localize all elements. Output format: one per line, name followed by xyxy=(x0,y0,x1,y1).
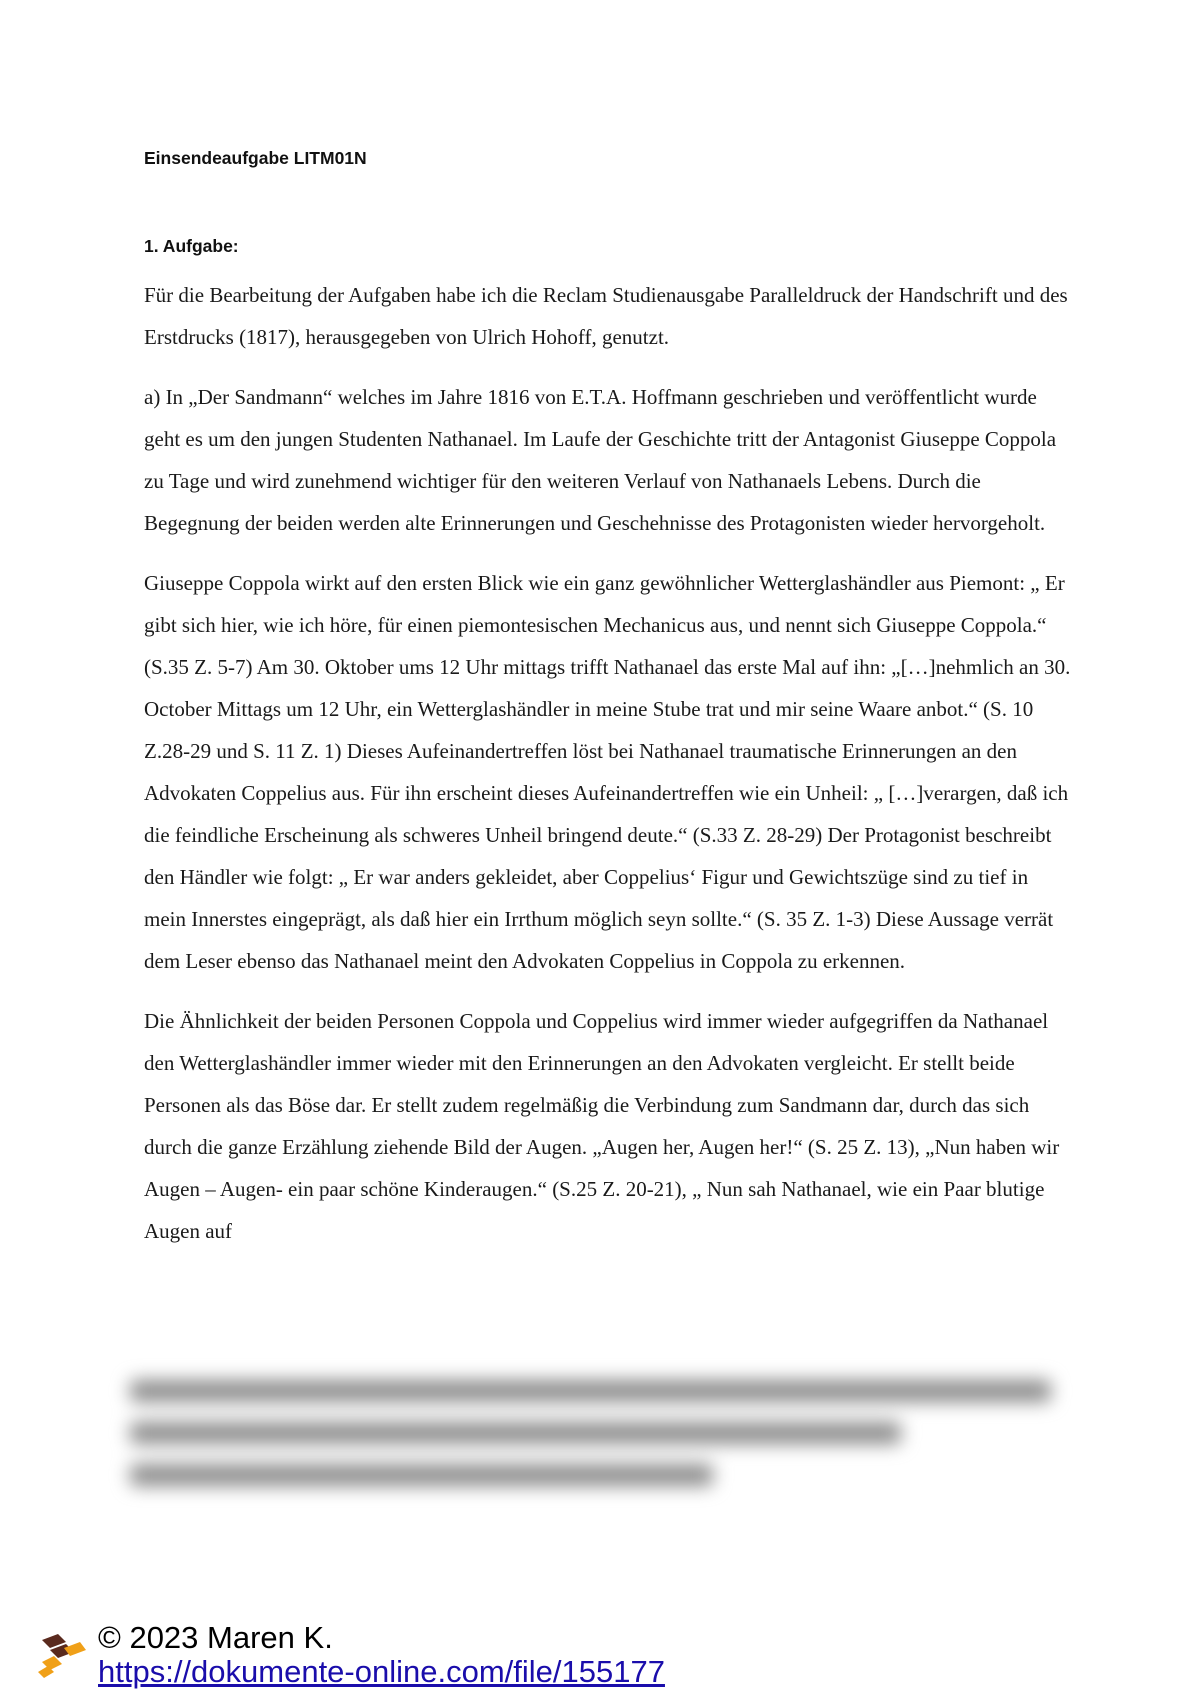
copyright-text: © 2023 Maren K. xyxy=(98,1620,333,1655)
dokumente-online-logo-icon xyxy=(36,1630,86,1680)
section-heading: 1. Aufgabe: xyxy=(144,236,239,256)
paragraph-intro: Für die Bearbeitung der Aufgaben habe ich die Reclam Studienausgabe Paralleldruck der Handschrift und des Erstdrucks (1817), herausgegeben von Ulrich Hohoff, genutzt. xyxy=(144,283,1068,349)
document-title: Einsendeaufgabe LITM01N xyxy=(144,148,367,168)
source-link[interactable]: https://dokumente-online.com/file/155177 xyxy=(98,1654,665,1689)
blurred-line xyxy=(130,1422,901,1444)
blurred-line xyxy=(130,1380,1051,1402)
footer xyxy=(36,1620,776,1696)
document-body xyxy=(144,274,1072,1367)
paragraph-coppola: Giuseppe Coppola wirkt auf den ersten Blick wie ein ganz gewöhnlicher Wetterglashändler aus Piemont: „ Er gibt sich hier, wie ich höre, für einen piemontesischen Mechanicus aus, und nennt sich Giuseppe Coppola.“ (S.35 Z. 5-7) Am 30. Oktober ums 12 Uhr mittags trifft Nathanael das erste Mal auf ihn: „[…]nehmlich an 30. October Mittags um 12 Uhr, ein Wetterglashändler in meine Stube trat und mir seine Waare anbot.“ (S. 10 Z.28-29 und S. 11 Z. 1) Dieses Aufeinandertreffen löst bei Nathanael traumatische Erinnerungen an den Advokaten Coppelius aus. Für ihn erscheint dieses Aufeinandertreffen wie ein Unheil: „ […]verargen, daß ich die feindliche Erscheinung als schweres Unheil bringend deute.“ (S.33 Z. 28-29) Der Protagonist beschreibt den Händler wie folgt: „ Er war anders gekleidet, aber Coppelius‘ Figur und Gewichtszüge sind zu tief in mein Innerstes eingeprägt, als daß hier ein Irrthum möglich seyn sollte.“ (S. 35 Z. 1-3) Diese Aussage verrät dem Leser ebenso das Nathanael meint den Advokaten Coppelius in Coppola zu erkennen. xyxy=(144,571,1071,973)
paragraph-similarity: Die Ähnlichkeit der beiden Personen Coppola und Coppelius wird immer wieder aufgegriffen da Nathanael den Wetterglashändler immer wieder mit den Erinnerungen an den Advokaten vergleicht. Er stellt beide Personen als das Böse dar. Er stellt zudem regelmäßig die Verbindung zum Sandmann dar, durch das sich durch die ganze Erzählung ziehende Bild der Augen. „Augen her, Augen her!“ (S. 25 Z. 13), „Nun haben wir Augen – Augen- ein paar schöne Kinderaugen.“ (S.25 Z. 20-21), „ Nun sah Nathanael, wie ein Paar blutige Augen auf xyxy=(144,1009,1060,1243)
blurred-text-lines xyxy=(130,1380,1070,1520)
blurred-line xyxy=(130,1464,713,1486)
paragraph-a: a) In „Der Sandmann“ welches im Jahre 1816 von E.T.A. Hoffmann geschrieben und veröffentlicht wurde geht es um den jungen Studenten Nathanael. Im Laufe der Geschichte tritt der Antagonist Giuseppe Coppola zu Tage und wird zunehmend wichtiger für den weiteren Verlauf von Nathanaels Lebens. Durch die Begegnung der beiden werden alte Erinnerungen und Geschehnisse des Protagonisten wieder hervorgeholt. xyxy=(144,385,1057,535)
